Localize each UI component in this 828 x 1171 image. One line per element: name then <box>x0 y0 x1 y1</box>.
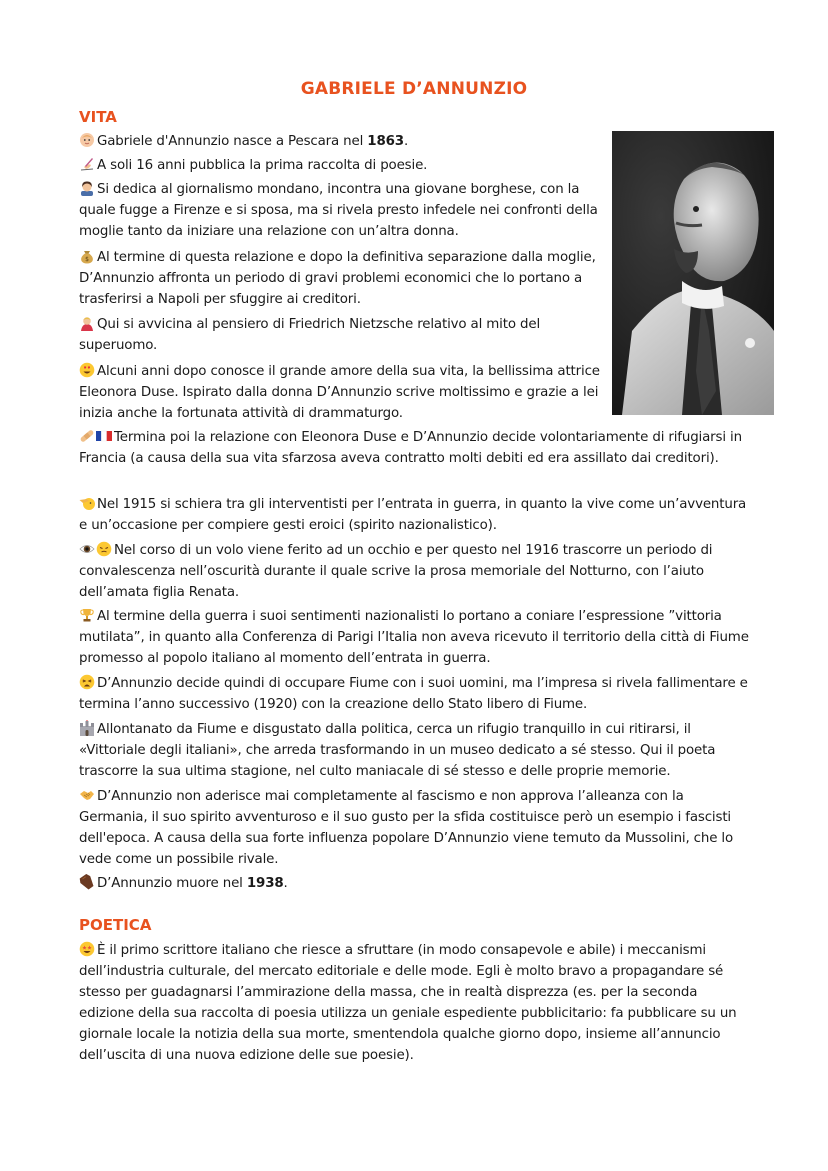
saluting-hand-icon <box>79 495 95 511</box>
vita-paragraph-12: Allontanato da Fiume e disgustato dalla politica, cerca un rifugio tranquillo in cui ritirarsi, il «Vittoriale degli italiani», che arreda trasformando in un museo dedicato a sé stesso. Qui il poeta trascorre la sua ultima stagione, nel culto maniacale di sé stesso e delle proprie memorie. <box>79 722 716 779</box>
baby-icon <box>79 132 95 148</box>
vita-paragraph-7: Termina poi la relazione con Eleonora Duse e D’Annunzio decide volontariamente di rifugiarsi in Francia (a causa della sua vita sfarzosa aveva contratto molti debiti ed era assillato dai creditori). <box>79 430 742 466</box>
section-heading-vita: VITA <box>79 108 117 126</box>
page-title: GABRIELE D’ANNUNZIO <box>300 79 528 99</box>
woman-icon <box>79 180 95 196</box>
vita-paragraph-1: Gabriele d'Annunzio nasce a Pescara nel 1863. <box>79 131 609 152</box>
vita-paragraph-5: Qui si avvicina al pensiero di Friedrich Nietzsche relativo al mito del superuomo. <box>79 317 541 353</box>
vita-paragraph-11: D’Annunzio decide quindi di occupare Fiume con i suoi uomini, ma l’impresa si rivela fallimentare e termina l’anno successivo (1920) con la creazione dello Stato libero di Fiume. <box>79 676 748 712</box>
castle-icon <box>79 720 95 736</box>
star-struck-icon <box>79 941 95 957</box>
vita-paragraph-8: Nel 1915 si schiera tra gli interventisti per l’entrata in guerra, in quanto la vive come un’avventura e un’occasione per compiere gesti eroici (spirito nazionalistico). <box>79 497 747 533</box>
section-heading-poetica: POETICA <box>79 916 152 934</box>
svg-text:$: $ <box>85 256 89 263</box>
handshake-icon <box>79 787 95 803</box>
portrait-photo <box>612 131 774 415</box>
vita-paragraph-14: D’Annunzio muore nel 1938. <box>79 873 751 894</box>
vita-paragraph-6: Alcuni anni dopo conosce il grande amore della sua vita, la bellissima attrice Eleonora Duse. Ispirato dalla donna D’Annunzio scrive moltissimo e grazie a lei inizia anche la fortunata attività di drammaturgo. <box>79 364 600 421</box>
coffin-icon <box>79 874 95 890</box>
heart-eyes-icon <box>79 362 95 378</box>
weary-face-icon <box>79 674 95 690</box>
france-flag-icon <box>96 428 112 444</box>
squint-face-icon <box>96 541 112 557</box>
writing-hand-icon <box>79 156 95 172</box>
bandage-icon <box>79 428 95 444</box>
vita-paragraph-2: A soli 16 anni pubblica la prima raccolta di poesie. <box>79 155 609 176</box>
vita-paragraph-3: Si dedica al giornalismo mondano, incontra una giovane borghese, con la quale fugge a Firenze e si sposa, ma si rivela presto infedele nei confronti della moglie tanto da iniziare una relazione con un’altra donna. <box>79 182 598 239</box>
money-bag-icon <box>79 248 95 264</box>
poetica-paragraph-1: È il primo scrittore italiano che riesce a sfruttare (in modo consapevole e abile) i meccanismi dell’industria culturale, del mercato editoriale e delle mode. Egli è molto bravo a propagandare sé stesso per guadagnarsi l’ammirazione della massa, che in realtà disprezza (es. per la seconda edizione della sua raccolta di poesia utilizza un geniale espediente pubblicitario: fa pubblicare su un giornale locale la notizia della sua morte, smentendola qualche giorno dopo, insieme all’annuncio dell’uscita di una nuova edizione delle sue poesie). <box>79 943 737 1063</box>
trophy-icon <box>79 607 95 623</box>
superhero-icon <box>79 315 95 331</box>
vita-paragraph-9: Nel corso di un volo viene ferito ad un occhio e per questo nel 1916 trascorre un periodo di convalescenza nell’oscurità durante il quale scrive la prosa memoriale del Notturno, con l’aiuto dell’amata figlia Renata. <box>79 543 713 600</box>
vita-paragraph-13: D’Annunzio non aderisce mai completamente al fascismo e non approva l’alleanza con la Germania, il suo spirito avventuroso e il suo gusto per la sfida costituisce però un esempio i fascisti dell'epoca. A causa della sua forte influenza popolare D’Annunzio viene temuto da Mussolini, che lo vede come un possibile rivale. <box>79 789 734 867</box>
vita-paragraph-10: Al termine della guerra i suoi sentimenti nazionalisti lo portano a coniare l’espressione ”vittoria mutilata”, in quanto alla Conferenza di Parigi l’Italia non aveva ricevuto il territorio della città di Fiume promesso al popolo italiano al momento dell’entrata in guerra. <box>79 609 749 666</box>
eye-icon <box>79 541 95 557</box>
vita-paragraph-4: $ Al termine di questa relazione e dopo la definitiva separazione dalla moglie, D’Annunzio affronta un periodo di gravi problemi economici che lo portano a trasferirsi a Napoli per sfuggire ai creditori. <box>79 250 596 307</box>
